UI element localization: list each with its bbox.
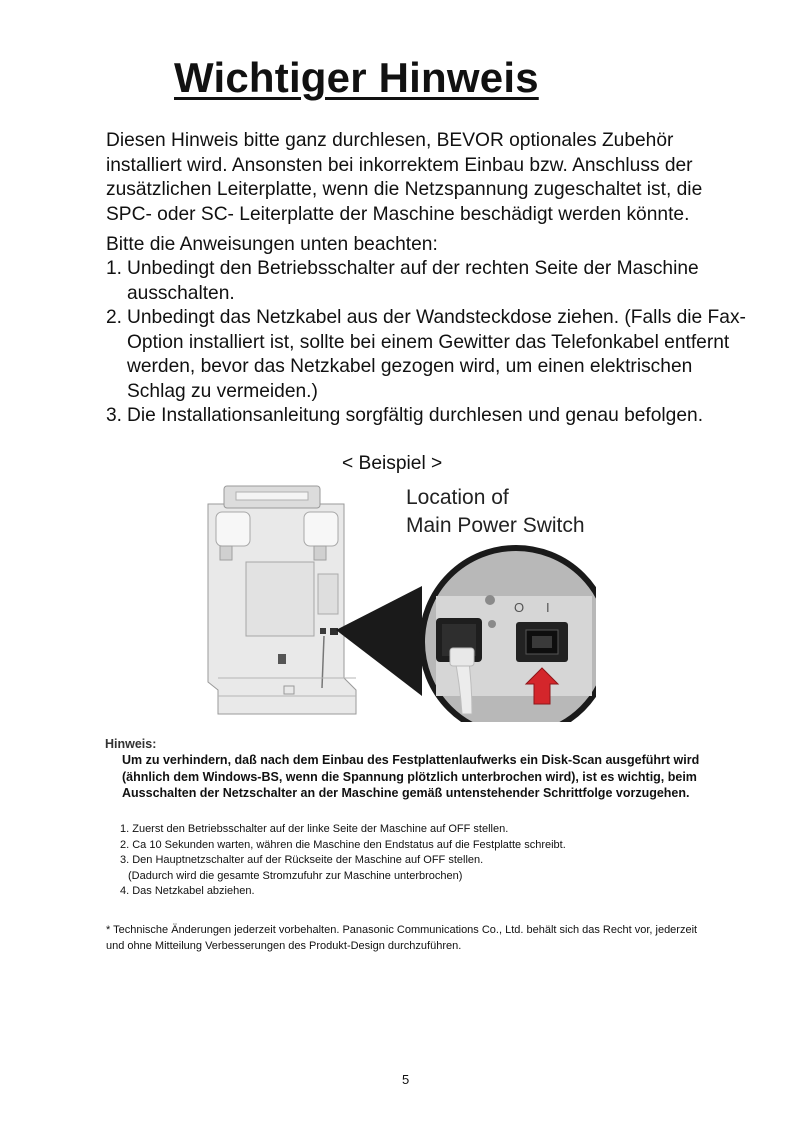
step-text: Unbedingt das Netzkabel aus der Wandsteckdose ziehen. (Falls die Fax-Option installiert ist, sollte bei einem Gewitter das Telefonkabel entfernt werden, bevor das Netzkabel gezogen wird, um einen elektrischen Schlag zu vermeiden.) xyxy=(127,307,746,402)
step-number: 3. xyxy=(106,405,123,426)
list-item xyxy=(106,306,746,404)
list-item: 1. Zuerst den Betriebsschalter auf der linke Seite der Maschine auf OFF stellen. xyxy=(120,823,509,835)
machine-illustration xyxy=(208,486,356,714)
step-text: Die Installationsanleitung sorgfältig durchlesen und genau befolgen. xyxy=(127,405,704,426)
example-label: < Beispiel > xyxy=(342,453,443,474)
switch-on-symbol: I xyxy=(546,600,550,615)
instruction-steps xyxy=(106,257,746,429)
list-item: (Dadurch wird die gesamte Stromzufuhr zur Maschine unterbrochen) xyxy=(128,869,463,882)
step-text: Unbedingt den Betriebsschalter auf der rechten Seite der Maschine ausschalten. xyxy=(127,258,699,304)
hint-text: Um zu verhindern, daß nach dem Einbau des Festplattenlaufwerks ein Disk-Scan ausgeführt wird (ähnlich dem Windows-BS, wenn die Spannung plötzlich unterbrochen wird), ist es wichtig, beim Ausschalten der Netzschalter an der Maschine gemäß untenstehender Schrittfolge vorzugehen. xyxy=(122,753,700,800)
list-item: 2. Ca 10 Sekunden warten, währen die Maschine den Endstatus auf die Festplatte schreibt. xyxy=(120,838,566,851)
footnote: * Technische Änderungen jederzeit vorbehalten. Panasonic Communications Co., Ltd. behält sich das Recht vor, jederzeit und ohne Mitteilung Verbesserungen des Produkt-Design durchzuführen. xyxy=(106,924,698,952)
hint-heading: Hinweis: xyxy=(105,737,157,751)
instructions-lead: Bitte die Anweisungen unten beachten: xyxy=(106,234,438,255)
list-item: 4. Das Netzkabel abziehen. xyxy=(120,885,255,897)
page-title: Wichtiger Hinweis xyxy=(174,54,539,101)
figure-caption-line1: Location of xyxy=(406,486,509,509)
list-item xyxy=(106,257,746,306)
list-item: 3. Den Hauptnetzschalter auf der Rückseite der Maschine auf OFF stellen. xyxy=(120,854,484,866)
page-number: 5 xyxy=(402,1072,410,1087)
list-item xyxy=(106,404,746,429)
figure-caption-line2: Main Power Switch xyxy=(406,514,585,537)
switch-off-symbol: O xyxy=(514,600,525,615)
intro-paragraph: Diesen Hinweis bitte ganz durchlesen, BEVOR optionales Zubehör installiert wird. Ansonsten bei inkorrektem Einbau bzw. Anschluss der zusätzlichen Leiterplatte, wenn die Netzspannung zugeschaltet ist, die SPC- oder SC- Leiterplatte der Maschine beschädigt werden könnte. xyxy=(106,130,703,225)
hint-steps xyxy=(120,822,566,900)
step-number: 2. xyxy=(106,307,123,328)
callout-wedge xyxy=(336,586,422,696)
magnified-switch-view xyxy=(422,548,596,722)
step-number: 1. xyxy=(106,258,123,279)
power-switch-figure xyxy=(196,478,596,722)
